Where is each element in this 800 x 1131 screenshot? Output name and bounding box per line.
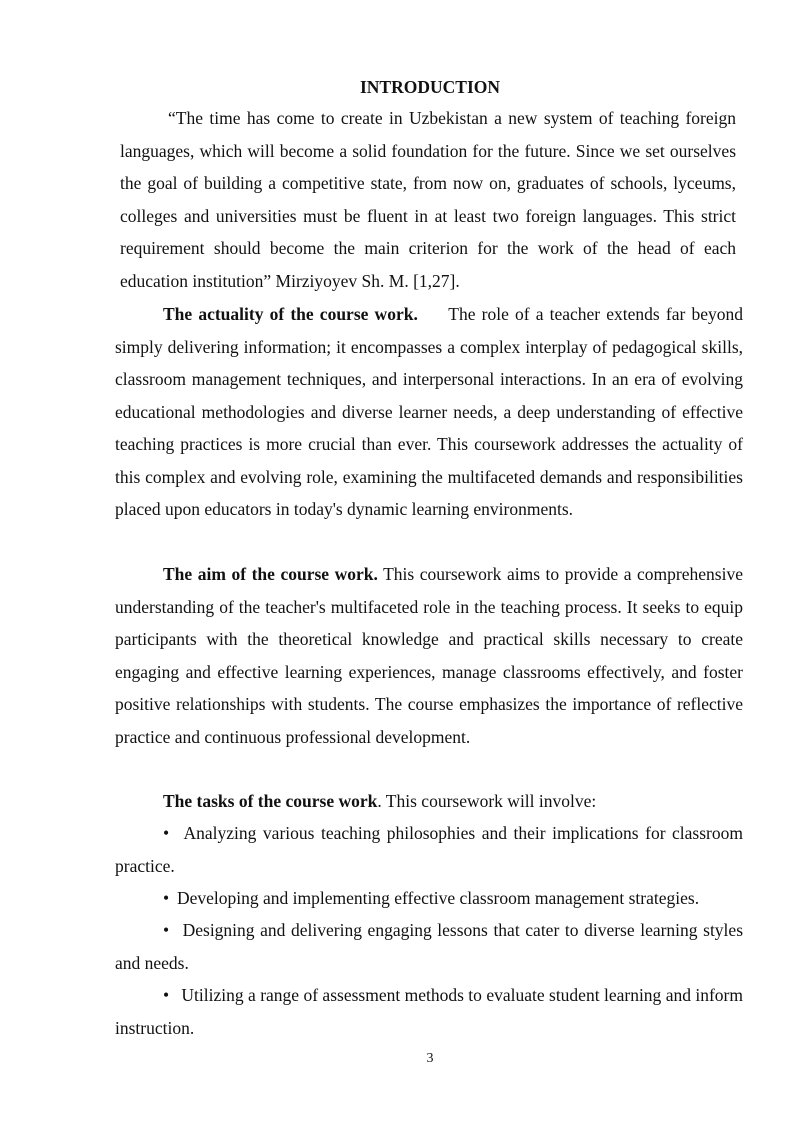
- bullet-icon: •: [163, 823, 170, 843]
- page-number: 3: [426, 1051, 434, 1066]
- bullet-icon: •: [163, 985, 170, 1005]
- aim-text: This coursework aims to provide a comprehensive understanding of the teacher's multifaceted role in the teaching process. It seeks to equip participants with the theoretical knowledge and practical skills necessary to create engaging and effective learning experiences, manage classrooms effectively, and foster positive relationships with students. The course emphasizes the importance of reflective practice and continuous professional development.: [115, 564, 743, 747]
- task-item-text: Utilizing a range of assessment methods to evaluate student learning and inform instruction.: [115, 985, 744, 1038]
- task-item-text: Analyzing various teaching philosophies and their implications for classroom practice.: [115, 823, 743, 876]
- bullet-icon: •: [163, 920, 170, 940]
- aim-heading: The aim of the course work.: [163, 564, 378, 584]
- actuality-text: The role of a teacher extends far beyond simply delivering information; it encompasses a complex interplay of pedagogical skills, classroom management techniques, and interpersonal interactions. In an era of evolving educational methodologies and diverse learner needs, a deep understanding of effective teaching practices is more crucial than ever. This coursework addresses the actuality of this complex and evolving role, examining the multifaceted demands and responsibilities placed upon educators in today's dynamic learning environments.: [115, 304, 743, 519]
- bullet-icon: •: [163, 888, 170, 908]
- task-list-item: [115, 914, 743, 979]
- task-item-text: Developing and implementing effective classroom management strategies.: [177, 888, 700, 908]
- tasks-heading: The tasks of the course work: [163, 791, 378, 811]
- section-title: INTRODUCTION: [359, 77, 501, 97]
- aim-paragraph: [115, 558, 743, 753]
- task-list-item: [115, 882, 743, 915]
- tasks-intro: . This coursework will involve:: [377, 791, 597, 811]
- actuality-paragraph: [115, 298, 743, 526]
- actuality-heading: The actuality of the course work.: [163, 304, 418, 324]
- task-item-text: Designing and delivering engaging lessons that cater to diverse learning styles and needs.: [115, 920, 744, 973]
- task-list-item: [115, 817, 743, 882]
- epigraph-quote: “The time has come to create in Uzbekistan a new system of teaching foreign languages, which will become a solid foundation for the future. Since we set ourselves the goal of building a competitive state, from now on, graduates of schools, lyceums, colleges and universities must be fluent in at least two foreign languages. This strict requirement should become the main criterion for the work of the head of each education institution” Mirziyoyev Sh. M. [1,27].: [120, 108, 736, 291]
- tasks-paragraph: [115, 785, 743, 818]
- task-list-item: [115, 979, 743, 1044]
